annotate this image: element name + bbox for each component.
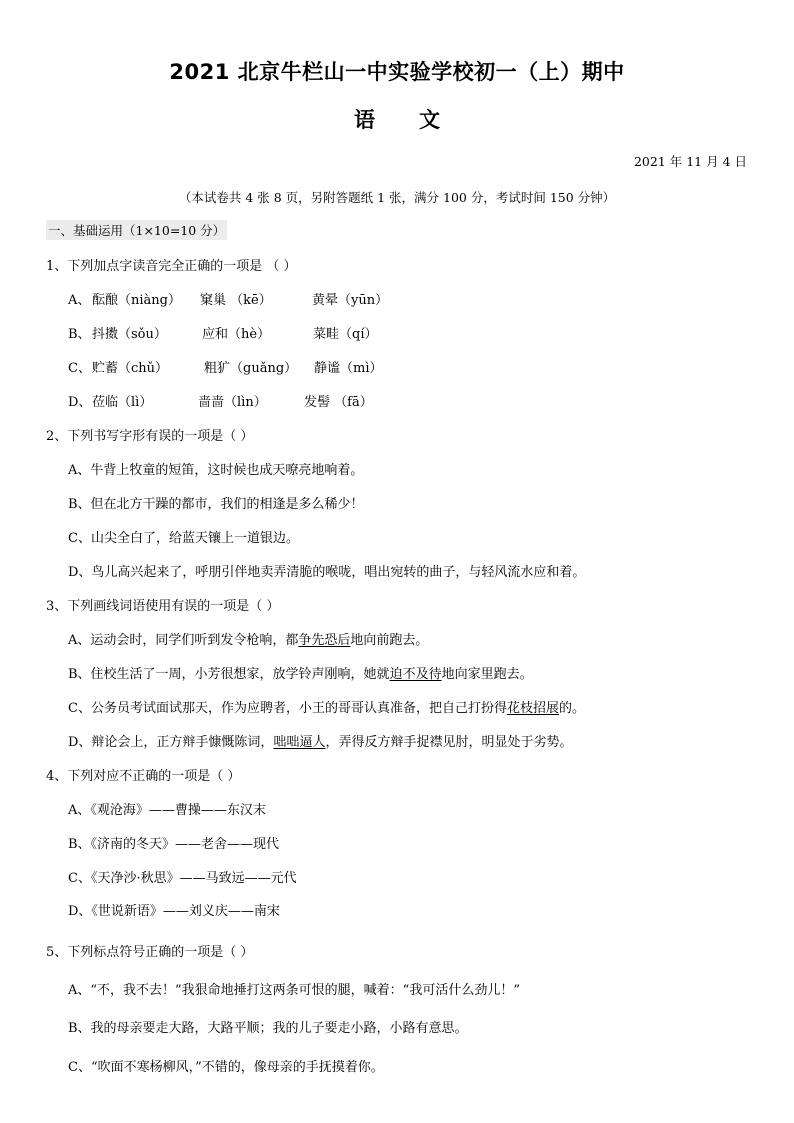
question-4-option-b: B、《济南的冬天》——老舍——现代 (68, 837, 280, 852)
option-text: 地向前跑去。 (350, 633, 429, 648)
question-4-stem: 4、下列对应不正确的一项是（ ） (46, 769, 241, 784)
question-5-stem: 5、下列标点符号正确的一项是（ ） (46, 945, 254, 960)
option-item: 菜畦（qí） (313, 327, 378, 342)
question-1-stem: 1、下列加点字读音完全正确的一项是 （ ） (46, 259, 297, 274)
question-5-option-c: C、“吹面不寒杨柳风，”不错的，像母亲的手抚摸着你。 (68, 1060, 384, 1075)
underlined-phrase: 咄咄逼人 (273, 735, 326, 750)
subject-title: 语文 (354, 108, 484, 132)
option-item: 抖擞（sǒu） (92, 327, 167, 342)
question-3-option-c (68, 697, 585, 716)
option-item: 应和（hè） (202, 327, 271, 342)
option-label: D、 (68, 395, 92, 410)
option-item: 黄晕（yūn） (312, 293, 389, 308)
question-3-stem: 3、下列画线词语使用有误的一项是（ ） (46, 599, 280, 614)
option-item: 贮蓄（chǔ） (92, 361, 169, 376)
option-text: B、住校生活了一周，小芳很想家，放学铃声刚响，她就 (68, 667, 390, 682)
question-3-option-d (68, 731, 572, 750)
question-4-option-a: A、《观沧海》——曹操——东汉末 (68, 803, 266, 818)
question-5-option-b: B、我的母亲要走大路，大路平顺；我的儿子要走小路，小路有意思。 (68, 1021, 468, 1036)
option-text: 的。 (558, 701, 585, 716)
question-2-option-b: B、但在北方干躁的都市，我们的相逢是多么稀少！ (68, 497, 364, 512)
option-text: ，弄得反方辩手捉襟见肘，明显处于劣势。 (325, 735, 573, 750)
option-label: B、 (68, 327, 91, 342)
underlined-phrase: 争先恐后 (298, 633, 351, 648)
question-2-stem: 2、下列书写字形有误的一项是（ ） (46, 429, 254, 444)
option-item: 酝酿（niàng） (92, 293, 181, 308)
question-2-option-a: A、牛背上牧童的短笛，这时候也成天嘹亮地响着。 (68, 463, 364, 478)
option-label: A、 (68, 293, 91, 308)
question-2-option-c: C、山尖全白了，给蓝天镶上一道银边。 (68, 531, 299, 546)
option-item: 粗犷（guǎng） (204, 361, 298, 376)
option-item: 静谧（mì） (314, 361, 383, 376)
option-item: 发髻 （fā） (304, 395, 373, 410)
question-2-option-d: D、鸟儿高兴起来了，呼朋引伴地卖弄清脆的喉咙，唱出宛转的曲子，与轻风流水应和着。 (68, 565, 586, 580)
option-label: C、 (68, 361, 91, 376)
option-text: A、运动会时，同学们听到发令枪响，都 (68, 633, 299, 648)
underlined-phrase: 花枝招展 (506, 701, 559, 716)
underlined-phrase: 迫不及待 (389, 667, 442, 682)
option-item: 窠巢 （kē） (200, 293, 272, 308)
question-4-option-c: C、《天净沙·秋思》——马致远——元代 (68, 871, 297, 886)
option-text: C、公务员考试面试那天，作为应聘者，小王的哥哥认真准备，把自己打扮得 (68, 701, 507, 716)
question-5-option-a: A、“不，我不去！”我狠命地捶打这两条可恨的腿，喊着：“我可活什么劲儿！” (68, 983, 520, 998)
question-3-option-a (68, 629, 428, 648)
question-3-option-b (68, 663, 533, 682)
option-text: 地向家里跑去。 (441, 667, 533, 682)
option-item: 啬啬（lìn） (198, 395, 267, 410)
option-text: D、辩论会上，正方辩手慷慨陈词， (68, 735, 274, 750)
exam-note: （本试卷共 4 张 8 页，另附答题纸 1 张，满分 100 分，考试时间 150 分钟） (178, 190, 616, 205)
exam-title: 2021 北京牛栏山一中实验学校初一（上）期中 (169, 60, 625, 84)
question-4-option-d: D、《世说新语》——刘义庆——南宋 (68, 904, 280, 919)
section-heading: 一、基础运用（1×10=10 分） (46, 220, 227, 240)
option-item: 莅临（lì） (92, 395, 153, 410)
exam-date: 2021 年 11 月 4 日 (633, 154, 747, 169)
